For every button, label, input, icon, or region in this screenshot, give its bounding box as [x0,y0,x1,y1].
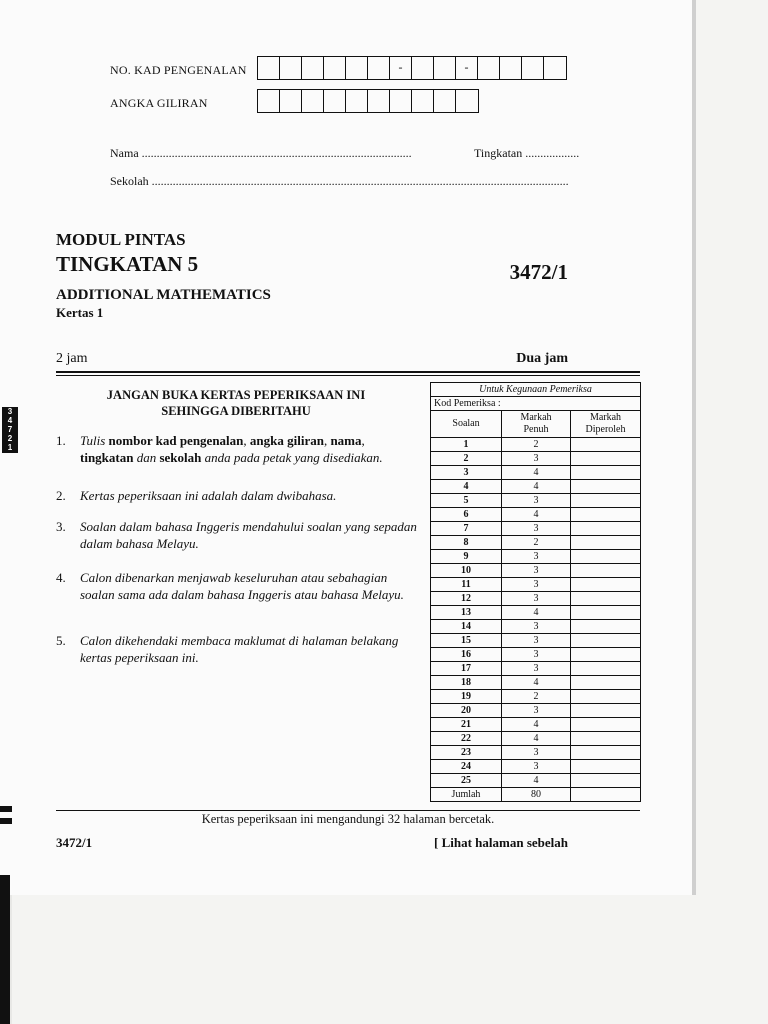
ic-number-box[interactable] [302,57,324,79]
ic-number-box[interactable] [258,57,280,79]
question-number: 5 [431,494,502,508]
question-number: 11 [431,578,502,592]
full-marks: 3 [502,578,571,592]
table-row [431,522,641,536]
table-row [431,648,641,662]
ic-number-box[interactable] [368,57,390,79]
paper-code: 3472/1 [509,260,568,284]
full-marks: 4 [502,718,571,732]
question-number: 9 [431,550,502,564]
instruction-number: 4. [56,570,66,585]
candidate-number-box[interactable] [412,90,434,112]
footer-paper-code: 3472/1 [56,835,93,850]
question-number: 24 [431,760,502,774]
candidate-number-box[interactable] [258,90,280,112]
instruction-fragment: Kertas peperiksaan ini adalah dalam dwibahasa. [80,488,337,503]
obtained-marks-cell[interactable] [571,508,641,522]
full-marks: 3 [502,760,571,774]
table-row [431,452,641,466]
question-number: 22 [431,732,502,746]
instruction-fragment: angka giliran [249,433,324,448]
instruction-fragment: sekolah [159,450,202,465]
table-row [431,578,641,592]
total-obtained-cell[interactable] [571,788,641,802]
examiner-table [430,382,641,802]
full-marks: 4 [502,676,571,690]
instruction-fragment: , [323,433,331,448]
ic-number-box[interactable]: - [390,57,412,79]
table-row [431,732,641,746]
obtained-marks-cell[interactable] [571,564,641,578]
table-row [431,774,641,788]
subject-title: ADDITIONAL MATHEMATICS [56,287,271,303]
candidate-number-box[interactable] [434,90,456,112]
instruction-fragment: nama [330,433,362,448]
table-row [431,606,641,620]
table-row [431,634,641,648]
school-field[interactable]: Sekolah ........................................................................................................................................... [110,174,569,188]
table-row [431,592,641,606]
question-number: 16 [431,648,502,662]
table-row [431,480,641,494]
obtained-marks-cell[interactable] [571,466,641,480]
table-row [431,494,641,508]
obtained-marks-cell[interactable] [571,690,641,704]
table-row [431,536,641,550]
instruction-text [80,632,418,666]
full-marks: 3 [502,746,571,760]
candidate-number-box[interactable] [302,90,324,112]
scan-dark-edge [0,875,10,1024]
obtained-marks-cell[interactable] [571,550,641,564]
examiner-table-caption: Untuk Kegunaan Pemeriksa [431,383,641,397]
instruction-number: 3. [56,519,66,534]
obtained-marks-cell[interactable] [571,438,641,452]
full-marks: 4 [502,466,571,480]
ic-number-box[interactable] [500,57,522,79]
obtained-marks-cell[interactable] [571,536,641,550]
instruction-item [56,632,418,666]
candidate-number-box[interactable] [324,90,346,112]
full-marks: 3 [502,550,571,564]
table-row [431,466,641,480]
table-row [431,690,641,704]
full-marks: 3 [502,662,571,676]
question-number: 2 [431,452,502,466]
instruction-item [56,518,418,552]
form-label: Tingkatan [474,146,523,160]
instruction-fragment: Tulis [80,433,109,448]
full-marks: 3 [502,620,571,634]
question-number: 6 [431,508,502,522]
full-marks: 3 [502,648,571,662]
full-marks: 3 [502,592,571,606]
obtained-marks-cell[interactable] [571,774,641,788]
side-tab-digit: 7 [7,425,13,434]
instruction-item [56,487,418,504]
question-number: 19 [431,690,502,704]
instruction-text [80,487,336,504]
ic-number-box[interactable] [324,57,346,79]
obtained-marks-cell[interactable] [571,732,641,746]
table-row [431,676,641,690]
form-field[interactable]: Tingkatan .................. [474,146,580,160]
instruction-fragment: nombor kad pengenalan [108,433,244,448]
obtained-marks-cell[interactable] [571,452,641,466]
obtained-marks-cell[interactable] [571,718,641,732]
table-row [431,508,641,522]
ic-number-label: NO. KAD PENGENALAN [110,63,247,77]
question-number: 4 [431,480,502,494]
question-number: 15 [431,634,502,648]
candidate-number-label: ANGKA GILIRAN [110,96,208,110]
form-title: TINGKATAN 5 [56,252,199,276]
full-marks: 2 [502,438,571,452]
obtained-marks-cell[interactable] [571,592,641,606]
question-number: 18 [431,676,502,690]
side-tab-digit: 4 [7,416,13,425]
full-marks: 3 [502,522,571,536]
ic-number-box[interactable]: - [456,57,478,79]
obtained-marks-cell[interactable] [571,760,641,774]
full-marks: 4 [502,606,571,620]
instruction-fragment: Calon dikehendaki membaca maklumat di halaman belakang kertas peperiksaan ini. [80,633,399,665]
obtained-marks-cell[interactable] [571,648,641,662]
name-label: Nama [110,146,139,160]
question-number: 21 [431,718,502,732]
instruction-fragment: Soalan dalam bahasa Inggeris mendahului soalan yang sepadan dalam bahasa Melayu. [80,519,417,551]
warning-text: JANGAN BUKA KERTAS PEPERIKSAAN INI SEHINGGA DIBERITAHU [106,388,366,418]
next-page-note: [ Lihat halaman sebelah [434,835,568,850]
instruction-text [80,432,418,466]
obtained-marks-cell[interactable] [571,662,641,676]
obtained-marks-cell[interactable] [571,606,641,620]
side-mark [0,818,12,824]
side-tab-digit: 1 [7,443,13,452]
candidate-number-box[interactable] [346,90,368,112]
table-row [431,760,641,774]
question-number: 12 [431,592,502,606]
instruction-text [80,569,418,603]
divider-thin [56,375,640,376]
instruction-text [80,518,418,552]
question-number: 23 [431,746,502,760]
instruction-item [56,432,418,466]
full-marks: 2 [502,690,571,704]
question-number: 10 [431,564,502,578]
column-header-full-marks: Markah Penuh [502,411,571,438]
module-title: MODUL PINTAS [56,230,186,249]
full-marks: 3 [502,634,571,648]
candidate-number-box[interactable] [280,90,302,112]
instruction-fragment: , [243,433,250,448]
examiner-code: Kod Pemeriksa : [431,397,641,411]
footer-rule [56,810,640,811]
question-number: 20 [431,704,502,718]
question-number: 1 [431,438,502,452]
table-row [431,564,641,578]
instruction-fragment: , [361,433,365,448]
candidate-number-box[interactable] [368,90,390,112]
column-header-question: Soalan [431,411,502,438]
ic-number-boxes[interactable] [257,56,567,80]
side-code-tab [2,407,18,453]
duration: 2 jam [56,351,88,366]
total-label: Jumlah [431,788,502,802]
side-mark [0,806,12,812]
instruction-number: 1. [56,433,66,448]
ic-number-box[interactable] [544,57,566,79]
total-marks: 80 [502,788,571,802]
obtained-marks-cell[interactable] [571,634,641,648]
obtained-marks-cell[interactable] [571,578,641,592]
ic-number-box[interactable] [280,57,302,79]
full-marks: 4 [502,480,571,494]
full-marks: 3 [502,452,571,466]
question-number: 13 [431,606,502,620]
instruction-fragment: Calon dibenarkan menjawab keseluruhan atau sebahagian soalan sama ada dalam bahasa Inggeris atau bahasa Melayu. [80,570,404,602]
question-number: 25 [431,774,502,788]
page-count-text: Kertas peperiksaan ini mengandungi 32 halaman bercetak. [201,812,495,826]
candidate-number-box[interactable] [390,90,412,112]
instruction-number: 2. [56,488,66,503]
question-number: 7 [431,522,502,536]
divider-thick [56,371,640,373]
table-row [431,550,641,564]
table-row [431,438,641,452]
table-row [431,704,641,718]
table-row [431,662,641,676]
full-marks: 4 [502,508,571,522]
column-header-obtained: Markah Diperoleh [571,411,641,438]
ic-number-box[interactable] [522,57,544,79]
school-label: Sekolah [110,174,149,188]
question-number: 3 [431,466,502,480]
name-field[interactable]: Nama .......................................................................................... [110,146,412,160]
obtained-marks-cell[interactable] [571,676,641,690]
side-tab-digit: 2 [7,434,13,443]
side-tab-digit: 3 [7,407,13,416]
instruction-fragment: tingkatan [80,450,134,465]
table-row [431,620,641,634]
obtained-marks-cell[interactable] [571,746,641,760]
ic-number-box[interactable] [434,57,456,79]
table-row [431,746,641,760]
full-marks: 3 [502,704,571,718]
obtained-marks-cell[interactable] [571,704,641,718]
obtained-marks-cell[interactable] [571,522,641,536]
ic-number-box[interactable] [412,57,434,79]
obtained-marks-cell[interactable] [571,494,641,508]
obtained-marks-cell[interactable] [571,620,641,634]
page-edge-shadow [692,0,696,895]
question-number: 14 [431,620,502,634]
question-number: 8 [431,536,502,550]
instruction-item [56,569,418,603]
full-marks: 3 [502,494,571,508]
full-marks: 4 [502,732,571,746]
instruction-fragment: anda pada petak yang disediakan. [201,450,383,465]
paper-number: Kertas 1 [56,305,104,320]
ic-number-box[interactable] [346,57,368,79]
full-marks: 2 [502,536,571,550]
candidate-number-box[interactable] [456,90,478,112]
table-row [431,718,641,732]
candidate-number-boxes[interactable] [257,89,479,113]
full-marks: 4 [502,774,571,788]
instruction-number: 5. [56,633,66,648]
ic-number-box[interactable] [478,57,500,79]
duration-words: Dua jam [516,351,568,366]
obtained-marks-cell[interactable] [571,480,641,494]
full-marks: 3 [502,564,571,578]
question-number: 17 [431,662,502,676]
instruction-fragment: dan [133,450,160,465]
